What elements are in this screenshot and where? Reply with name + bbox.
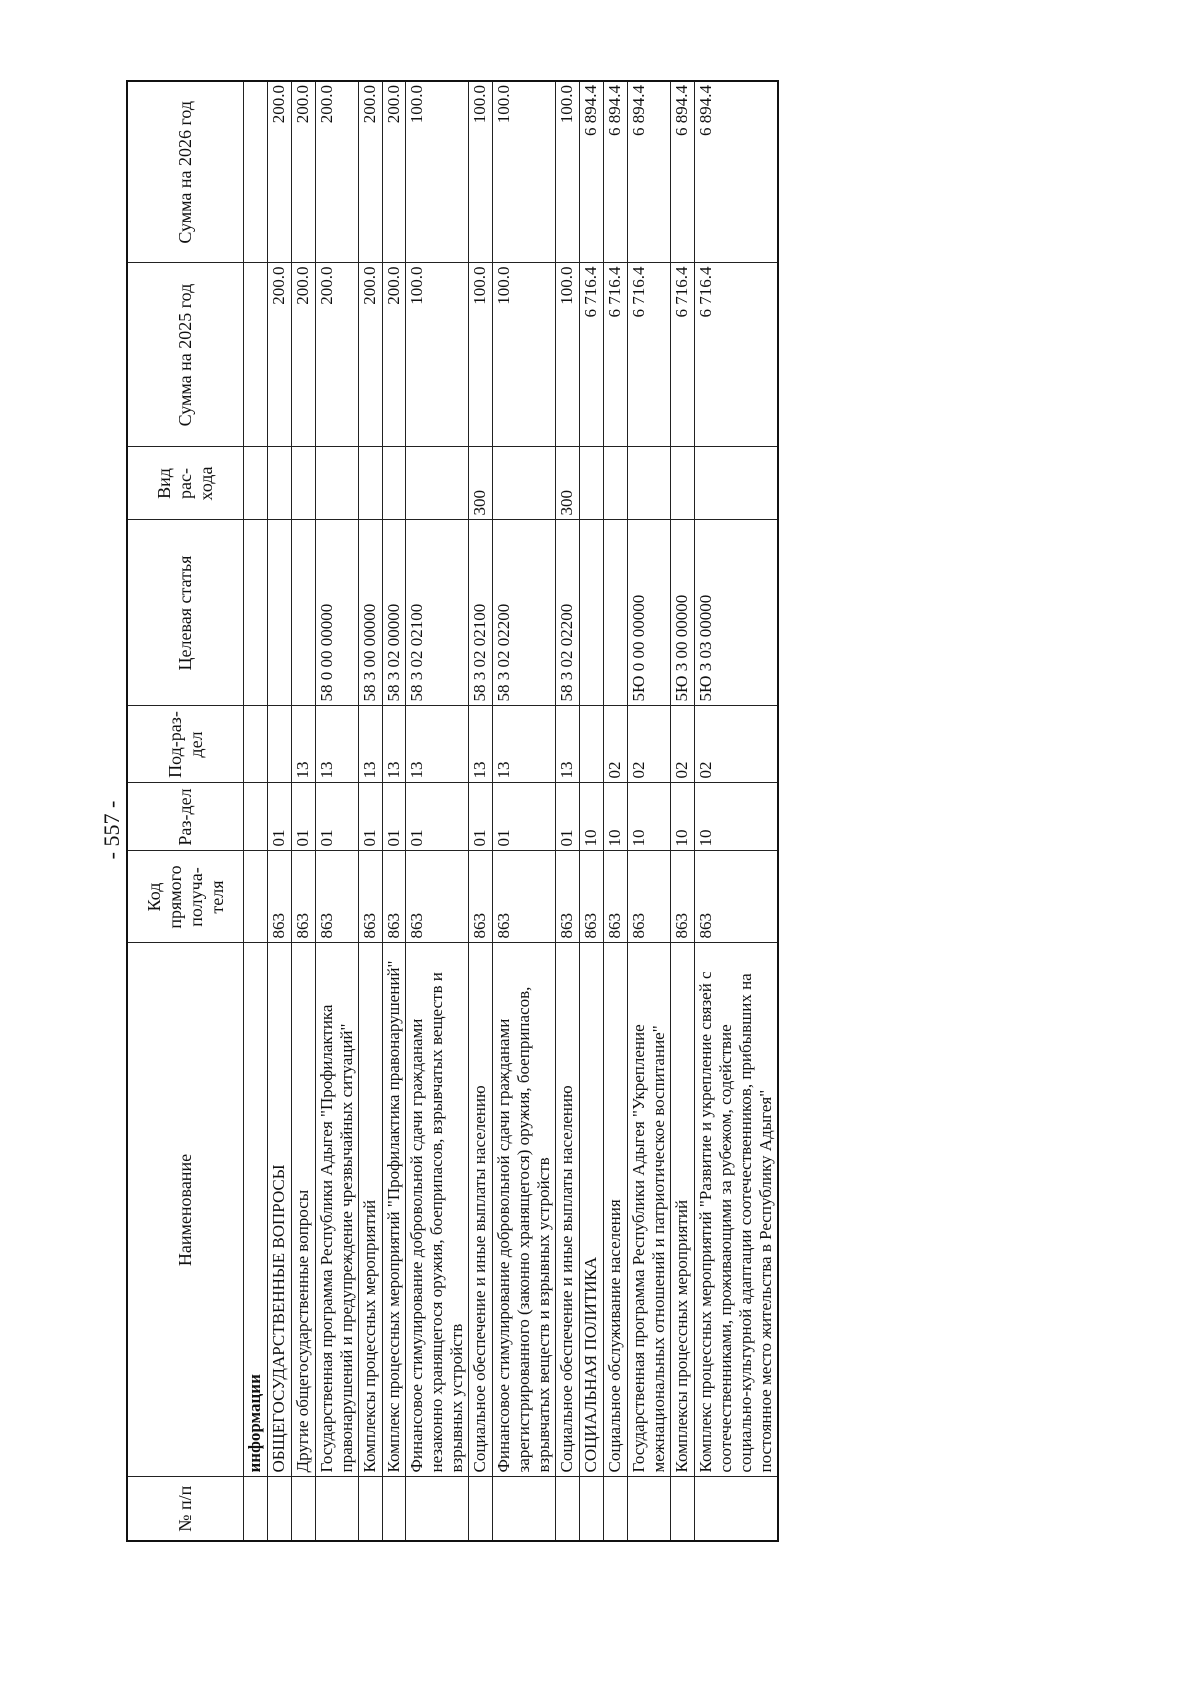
cell-section: 10 <box>671 783 695 851</box>
cell-num <box>556 1477 580 1541</box>
cell-sum-2026 <box>244 81 268 263</box>
table-row <box>493 81 556 1541</box>
cell-target: 5Ю 3 03 00000 <box>695 520 779 706</box>
cell-type <box>383 447 406 520</box>
cell-section: 01 <box>359 783 383 851</box>
cell-sum-2026: 200.0 <box>316 81 359 263</box>
cell-code: 863 <box>671 851 695 943</box>
table-row <box>604 81 628 1541</box>
cell-subsection: 13 <box>556 706 580 783</box>
cell-subsection: 13 <box>316 706 359 783</box>
cell-sum-2026: 6 894.4 <box>671 81 695 263</box>
cell-target <box>580 520 604 706</box>
cell-code: 863 <box>604 851 628 943</box>
cell-section: 01 <box>556 783 580 851</box>
cell-subsection: 02 <box>695 706 779 783</box>
cell-code: 863 <box>469 851 493 943</box>
cell-sum-2025: 100.0 <box>493 263 556 447</box>
cell-sum-2026: 6 894.4 <box>604 81 628 263</box>
cell-name: Комплекс процессных мероприятий "Профилактика правонарушений" <box>383 943 406 1477</box>
table-row <box>469 81 493 1541</box>
cell-type <box>695 447 779 520</box>
cell-sum-2025: 100.0 <box>556 263 580 447</box>
cell-name: ОБЩЕГОСУДАРСТВЕННЫЕ ВОПРОСЫ <box>268 943 292 1477</box>
cell-target: 58 3 02 00000 <box>383 520 406 706</box>
cell-subsection: 13 <box>406 706 469 783</box>
cell-section: 01 <box>493 783 556 851</box>
cell-section: 01 <box>406 783 469 851</box>
cell-code: 863 <box>316 851 359 943</box>
cell-sum-2026: 6 894.4 <box>695 81 779 263</box>
cell-subsection: 02 <box>628 706 671 783</box>
cell-subsection: 13 <box>493 706 556 783</box>
cell-sum-2025: 200.0 <box>268 263 292 447</box>
cell-sum-2026: 200.0 <box>383 81 406 263</box>
cell-section: 01 <box>383 783 406 851</box>
cell-section: 10 <box>695 783 779 851</box>
cell-sum-2026: 100.0 <box>406 81 469 263</box>
table-row <box>359 81 383 1541</box>
budget-table <box>126 80 779 1542</box>
cell-sum-2025: 100.0 <box>406 263 469 447</box>
cell-subsection: 02 <box>671 706 695 783</box>
cell-num <box>244 1477 268 1541</box>
cell-subsection <box>244 706 268 783</box>
cell-sum-2026: 100.0 <box>493 81 556 263</box>
cell-sum-2025: 200.0 <box>316 263 359 447</box>
cell-num <box>469 1477 493 1541</box>
cell-name: Социальное обеспечение и иные выплаты населению <box>469 943 493 1477</box>
cell-target: 58 3 00 00000 <box>359 520 383 706</box>
cell-target: 5Ю 3 00 00000 <box>671 520 695 706</box>
cell-sum-2025: 6 716.4 <box>695 263 779 447</box>
cell-subsection: 02 <box>604 706 628 783</box>
cell-target: 5Ю 0 00 00000 <box>628 520 671 706</box>
cell-sum-2025: 6 716.4 <box>580 263 604 447</box>
cell-num <box>359 1477 383 1541</box>
cell-section: 01 <box>268 783 292 851</box>
cell-type <box>268 447 292 520</box>
cell-sum-2025: 200.0 <box>359 263 383 447</box>
cell-type <box>359 447 383 520</box>
cell-section: 10 <box>580 783 604 851</box>
cell-code: 863 <box>383 851 406 943</box>
cell-type <box>244 447 268 520</box>
cell-sum-2026: 100.0 <box>469 81 493 263</box>
cell-type <box>580 447 604 520</box>
header-target: Целевая статья <box>127 520 244 706</box>
cell-name: Финансовое стимулирование добровольной сдачи гражданами зарегистрированного (законно хранящегося) оружия, боеприпасов, взрывчатых веществ и взрывных устройств <box>493 943 556 1477</box>
cell-code: 863 <box>695 851 779 943</box>
cell-type <box>671 447 695 520</box>
cell-section: 01 <box>469 783 493 851</box>
cell-type <box>628 447 671 520</box>
cell-name: Комплекс процессных мероприятий "Развитие и укрепление связей с соотечественниками, проживающими за рубежом, содействие социально-культурной адаптации соотечественников, прибывших на постоянное место жительства в Республику Адыгея" <box>695 943 779 1477</box>
cell-name: информации <box>244 943 268 1477</box>
cell-section: 10 <box>628 783 671 851</box>
cell-target <box>604 520 628 706</box>
cell-num <box>695 1477 779 1541</box>
cell-sum-2025: 6 716.4 <box>604 263 628 447</box>
table-row <box>628 81 671 1541</box>
cell-code: 863 <box>268 851 292 943</box>
table-row <box>316 81 359 1541</box>
cell-sum-2025: 6 716.4 <box>671 263 695 447</box>
cell-sum-2026: 6 894.4 <box>580 81 604 263</box>
cell-num <box>580 1477 604 1541</box>
cell-num <box>493 1477 556 1541</box>
table-row <box>268 81 292 1541</box>
cell-name: Социальное обеспечение и иные выплаты населению <box>556 943 580 1477</box>
cell-num <box>604 1477 628 1541</box>
cell-code: 863 <box>292 851 316 943</box>
header-sum-2025: Сумма на 2025 год <box>127 263 244 447</box>
cell-subsection <box>268 706 292 783</box>
cell-subsection: 13 <box>469 706 493 783</box>
page-number: - 557 - <box>99 800 124 860</box>
cell-section: 01 <box>292 783 316 851</box>
cell-num <box>628 1477 671 1541</box>
table-row <box>671 81 695 1541</box>
cell-section <box>244 783 268 851</box>
cell-target: 58 3 02 02200 <box>556 520 580 706</box>
cell-sum-2026: 200.0 <box>359 81 383 263</box>
cell-code: 863 <box>580 851 604 943</box>
cell-target: 58 3 02 02100 <box>406 520 469 706</box>
table-row <box>383 81 406 1541</box>
header-num: № п/п <box>127 1477 244 1541</box>
cell-num <box>383 1477 406 1541</box>
table-row <box>695 81 779 1541</box>
cell-target: 58 3 02 02100 <box>469 520 493 706</box>
cell-sum-2025: 100.0 <box>469 263 493 447</box>
cell-type: 300 <box>556 447 580 520</box>
cell-subsection: 13 <box>292 706 316 783</box>
cell-sum-2025: 200.0 <box>383 263 406 447</box>
cell-target <box>292 520 316 706</box>
cell-type <box>493 447 556 520</box>
cell-type <box>316 447 359 520</box>
cell-num <box>671 1477 695 1541</box>
cell-sum-2025: 6 716.4 <box>628 263 671 447</box>
cell-code <box>244 851 268 943</box>
cell-target <box>244 520 268 706</box>
table-header-row <box>127 81 244 1541</box>
table-row <box>556 81 580 1541</box>
cell-name: СОЦИАЛЬНАЯ ПОЛИТИКА <box>580 943 604 1477</box>
cell-type <box>406 447 469 520</box>
cell-sum-2025: 200.0 <box>292 263 316 447</box>
cell-name: Государственная программа Республики Адыгея "Профилактика правонарушений и предупреждение чрезвычайных ситуаций" <box>316 943 359 1477</box>
cell-code: 863 <box>406 851 469 943</box>
cell-num <box>292 1477 316 1541</box>
cell-type: 300 <box>469 447 493 520</box>
cell-num <box>268 1477 292 1541</box>
cell-code: 863 <box>493 851 556 943</box>
cell-name: Другие общегосударственные вопросы <box>292 943 316 1477</box>
header-section: Раз-дел <box>127 783 244 851</box>
table-row <box>406 81 469 1541</box>
cell-num <box>406 1477 469 1541</box>
header-recipient-code: Код прямого получа-теля <box>127 851 244 943</box>
cell-target: 58 3 02 02200 <box>493 520 556 706</box>
header-sum-2026: Сумма на 2026 год <box>127 81 244 263</box>
table-row <box>580 81 604 1541</box>
cell-section: 10 <box>604 783 628 851</box>
cell-name: Государственная программа Республики Адыгея "Укрепление межнациональных отношений и патриотическое воспитание" <box>628 943 671 1477</box>
cell-sum-2026: 200.0 <box>292 81 316 263</box>
cell-sum-2025 <box>244 263 268 447</box>
cell-num <box>316 1477 359 1541</box>
cell-subsection: 13 <box>383 706 406 783</box>
cell-name: Социальное обслуживание населения <box>604 943 628 1477</box>
cell-code: 863 <box>628 851 671 943</box>
cell-type <box>604 447 628 520</box>
cell-section: 01 <box>316 783 359 851</box>
cell-type <box>292 447 316 520</box>
table-row <box>244 81 268 1541</box>
cell-target: 58 0 00 00000 <box>316 520 359 706</box>
table-row <box>292 81 316 1541</box>
cell-name: Финансовое стимулирование добровольной сдачи гражданами незаконно хранящегося оружия, боеприпасов, взрывчатых веществ и взрывных устройств <box>406 943 469 1477</box>
cell-code: 863 <box>556 851 580 943</box>
header-name: Наименование <box>127 943 244 1477</box>
header-expense-type: Вид рас-хода <box>127 447 244 520</box>
cell-sum-2026: 100.0 <box>556 81 580 263</box>
cell-sum-2026: 6 894.4 <box>628 81 671 263</box>
cell-subsection <box>580 706 604 783</box>
header-subsection: Под-раз-дел <box>127 706 244 783</box>
cell-code: 863 <box>359 851 383 943</box>
cell-target <box>268 520 292 706</box>
cell-sum-2026: 200.0 <box>268 81 292 263</box>
cell-name: Комплексы процессных мероприятий <box>671 943 695 1477</box>
cell-name: Комплексы процессных мероприятий <box>359 943 383 1477</box>
cell-subsection: 13 <box>359 706 383 783</box>
rotated-table-container <box>126 82 1066 1542</box>
